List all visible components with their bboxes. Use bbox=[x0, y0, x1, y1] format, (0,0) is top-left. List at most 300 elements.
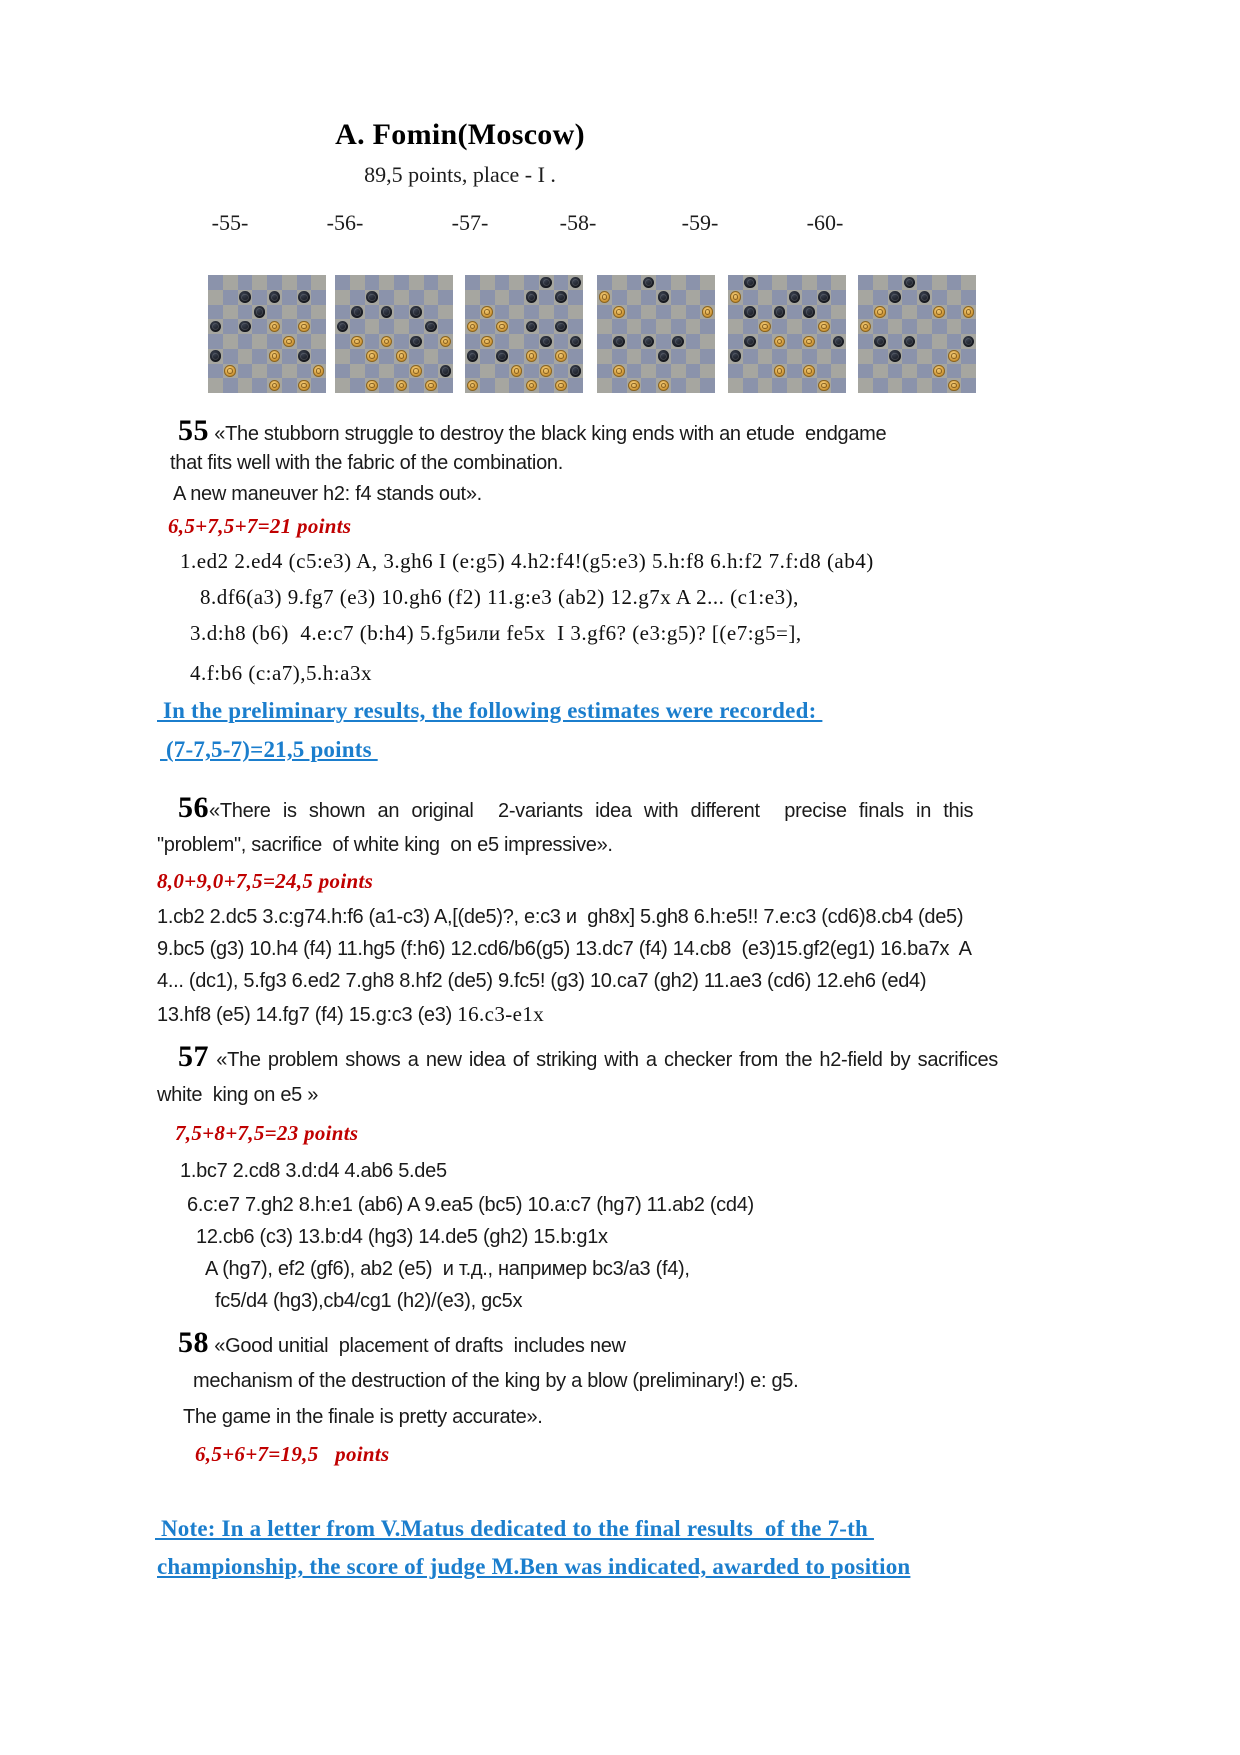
board-square bbox=[495, 305, 510, 320]
board-square bbox=[743, 364, 758, 379]
board-square bbox=[238, 378, 253, 393]
board-square bbox=[728, 378, 743, 393]
white-piece bbox=[599, 291, 611, 303]
black-piece bbox=[239, 321, 251, 333]
board-square bbox=[252, 378, 267, 393]
board-square bbox=[495, 275, 510, 290]
board-square bbox=[858, 364, 873, 379]
footer-note-line: championship, the score of judge M.Ben was indicated, awarded to position bbox=[157, 1554, 911, 1579]
board-square bbox=[365, 319, 380, 334]
board-square bbox=[612, 349, 627, 364]
board-square bbox=[641, 378, 656, 393]
board-square bbox=[297, 275, 312, 290]
board-square bbox=[365, 334, 380, 349]
board-square bbox=[758, 378, 773, 393]
white-piece bbox=[366, 380, 378, 392]
board-square bbox=[509, 334, 524, 349]
section-56-moves-line: 4... (dc1), 5.fg3 6.ed2 7.gh8 8.hf2 (de5) 9.fc5! (g3) 10.ca7 (gh2) 11.ae3 (cd6) 12.eh6 (ed4) bbox=[157, 970, 927, 992]
black-piece bbox=[789, 291, 801, 303]
board-square bbox=[772, 290, 787, 305]
board-square bbox=[267, 364, 282, 379]
page-title: A. Fomin(Moscow) bbox=[335, 118, 585, 151]
board-square bbox=[831, 275, 846, 290]
board-square bbox=[480, 349, 495, 364]
board-square bbox=[612, 275, 627, 290]
board-square bbox=[394, 275, 409, 290]
board-square bbox=[831, 349, 846, 364]
section-55-points: 6,5+7,5+7=21 points bbox=[168, 514, 352, 538]
board-square bbox=[335, 290, 350, 305]
board-square bbox=[365, 275, 380, 290]
section-55-moves-line: 3.d:h8 (b6) 4.e:c7 (b:h4) 5.fg5или fe5x I 3.gf6? (e3:g5)? [(e7:g5=], bbox=[190, 621, 802, 645]
board-square bbox=[961, 364, 976, 379]
board-square bbox=[568, 305, 583, 320]
board-square bbox=[831, 364, 846, 379]
board-square bbox=[627, 364, 642, 379]
board-square bbox=[932, 378, 947, 393]
white-piece bbox=[874, 306, 886, 318]
board-square bbox=[509, 290, 524, 305]
board-square bbox=[252, 364, 267, 379]
board-square bbox=[888, 319, 903, 334]
board-square bbox=[568, 319, 583, 334]
section-57-points: 7,5+8+7,5=23 points bbox=[175, 1121, 359, 1145]
checkers-board-55 bbox=[208, 275, 326, 393]
white-piece bbox=[613, 306, 625, 318]
board-square bbox=[802, 319, 817, 334]
board-square bbox=[787, 334, 802, 349]
checkers-board-59 bbox=[728, 275, 846, 393]
section-57-moves-line: 6.c:e7 7.gh2 8.h:e1 (ab6) A 9.ea5 (bc5) 10.a:c7 (hg7) 11.ab2 (cd4) bbox=[187, 1194, 754, 1216]
board-square bbox=[728, 334, 743, 349]
diagram-label-58: -58- bbox=[559, 210, 597, 235]
board-square bbox=[394, 319, 409, 334]
board-square bbox=[612, 378, 627, 393]
board-square bbox=[438, 275, 453, 290]
board-square bbox=[335, 275, 350, 290]
board-square bbox=[787, 349, 802, 364]
white-piece bbox=[933, 306, 945, 318]
board-square bbox=[524, 334, 539, 349]
board-square bbox=[394, 290, 409, 305]
board-square bbox=[817, 334, 832, 349]
board-square bbox=[480, 378, 495, 393]
black-piece bbox=[540, 277, 552, 289]
board-square bbox=[480, 319, 495, 334]
board-square bbox=[597, 364, 612, 379]
white-piece bbox=[269, 350, 281, 362]
board-square bbox=[787, 364, 802, 379]
board-square bbox=[223, 334, 238, 349]
board-square bbox=[917, 378, 932, 393]
black-piece bbox=[440, 365, 452, 377]
board-square bbox=[524, 364, 539, 379]
board-square bbox=[641, 319, 656, 334]
white-piece bbox=[351, 336, 363, 348]
board-square bbox=[480, 364, 495, 379]
board-square bbox=[758, 275, 773, 290]
board-square bbox=[409, 349, 424, 364]
board-square bbox=[350, 319, 365, 334]
board-square bbox=[480, 290, 495, 305]
board-square bbox=[743, 319, 758, 334]
board-square bbox=[509, 378, 524, 393]
board-square bbox=[539, 319, 554, 334]
board-square bbox=[686, 319, 701, 334]
board-square bbox=[656, 319, 671, 334]
board-square bbox=[223, 305, 238, 320]
board-square bbox=[335, 364, 350, 379]
white-piece bbox=[481, 336, 493, 348]
board-square bbox=[758, 364, 773, 379]
board-square bbox=[597, 275, 612, 290]
board-square bbox=[365, 305, 380, 320]
black-piece bbox=[570, 365, 582, 377]
section-58-comment-line: The game in the finale is pretty accurate». bbox=[183, 1406, 543, 1428]
board-square bbox=[612, 290, 627, 305]
board-square bbox=[465, 305, 480, 320]
board-square bbox=[728, 364, 743, 379]
section-58-comment: «Good unitial placement of drafts includes new bbox=[209, 1335, 626, 1357]
white-piece bbox=[298, 380, 310, 392]
section-56-comment-line: "problem", sacrifice of white king on e5 impressive». bbox=[157, 834, 613, 856]
board-square bbox=[641, 290, 656, 305]
board-square bbox=[758, 305, 773, 320]
black-piece bbox=[366, 291, 378, 303]
white-piece bbox=[933, 365, 945, 377]
section-57-moves-line: 1.bc7 2.cd8 3.d:d4 4.ab6 5.de5 bbox=[180, 1160, 447, 1182]
board-square bbox=[961, 290, 976, 305]
board-square bbox=[509, 319, 524, 334]
board-square bbox=[686, 275, 701, 290]
board-square bbox=[873, 364, 888, 379]
board-square bbox=[311, 378, 326, 393]
white-piece bbox=[555, 350, 567, 362]
section-55-moves-line: 4.f:b6 (c:a7),5.h:a3x bbox=[190, 661, 372, 685]
white-piece bbox=[774, 365, 786, 377]
board-square bbox=[686, 364, 701, 379]
board-square bbox=[311, 319, 326, 334]
board-square bbox=[252, 334, 267, 349]
diagram-label-60: -60- bbox=[806, 210, 844, 235]
black-piece bbox=[555, 321, 567, 333]
board-square bbox=[568, 290, 583, 305]
section-58-heading bbox=[178, 1326, 626, 1360]
board-square bbox=[597, 319, 612, 334]
black-piece bbox=[744, 336, 756, 348]
board-square bbox=[379, 364, 394, 379]
white-piece bbox=[481, 306, 493, 318]
board-square bbox=[409, 378, 424, 393]
board-square bbox=[509, 305, 524, 320]
board-square bbox=[728, 275, 743, 290]
section-55-comment: «The stubborn struggle to destroy the black king ends with an etude endgame bbox=[209, 423, 887, 445]
board-square bbox=[379, 319, 394, 334]
board-square bbox=[873, 349, 888, 364]
white-piece bbox=[511, 365, 523, 377]
white-piece bbox=[818, 321, 830, 333]
black-piece bbox=[803, 306, 815, 318]
black-piece bbox=[744, 306, 756, 318]
board-square bbox=[758, 290, 773, 305]
white-piece bbox=[298, 321, 310, 333]
board-square bbox=[772, 378, 787, 393]
board-square bbox=[700, 349, 715, 364]
board-square bbox=[743, 349, 758, 364]
white-piece bbox=[818, 380, 830, 392]
board-square bbox=[627, 349, 642, 364]
white-piece bbox=[526, 350, 538, 362]
board-square bbox=[267, 334, 282, 349]
board-square bbox=[465, 334, 480, 349]
board-square bbox=[311, 349, 326, 364]
section-57-number: 57 bbox=[178, 1040, 209, 1073]
board-square bbox=[208, 305, 223, 320]
section-56-moves-line: 1.cb2 2.dc5 3.c:g74.h:f6 (a1-c3) A,[(de5)?, e:c3 и gh8x] 5.gh8 6.h:e5!! 7.e:c3 (cd6)8.cb4 (de5) bbox=[157, 906, 964, 928]
section-55-comment-line: that fits well with the fabric of the combination. bbox=[170, 452, 563, 474]
board-square bbox=[858, 290, 873, 305]
board-square bbox=[700, 275, 715, 290]
board-square bbox=[208, 334, 223, 349]
white-piece bbox=[313, 365, 325, 377]
diagram-label-55: -55- bbox=[211, 210, 249, 235]
board-square bbox=[700, 290, 715, 305]
board-square bbox=[238, 364, 253, 379]
board-square bbox=[223, 319, 238, 334]
board-square bbox=[238, 349, 253, 364]
white-piece bbox=[366, 350, 378, 362]
section-55-comment-line: A new maneuver h2: f4 stands out». bbox=[173, 483, 482, 505]
board-square bbox=[947, 334, 962, 349]
white-piece bbox=[224, 365, 236, 377]
black-piece bbox=[410, 336, 422, 348]
board-square bbox=[802, 349, 817, 364]
board-square bbox=[917, 364, 932, 379]
board-square bbox=[831, 378, 846, 393]
black-piece bbox=[425, 321, 437, 333]
black-piece bbox=[672, 336, 684, 348]
black-piece bbox=[889, 291, 901, 303]
board-square bbox=[858, 334, 873, 349]
board-square bbox=[671, 378, 686, 393]
board-square bbox=[568, 378, 583, 393]
black-piece bbox=[818, 291, 830, 303]
black-piece bbox=[730, 350, 742, 362]
board-square bbox=[686, 334, 701, 349]
board-square bbox=[597, 349, 612, 364]
board-square bbox=[817, 275, 832, 290]
board-square bbox=[554, 305, 569, 320]
board-square bbox=[438, 290, 453, 305]
board-square bbox=[424, 364, 439, 379]
board-square bbox=[597, 378, 612, 393]
board-square bbox=[772, 349, 787, 364]
board-square bbox=[671, 275, 686, 290]
board-square bbox=[902, 319, 917, 334]
board-square bbox=[947, 364, 962, 379]
diagram-label-59: -59- bbox=[681, 210, 719, 235]
board-square bbox=[758, 334, 773, 349]
board-square bbox=[947, 290, 962, 305]
black-piece bbox=[496, 350, 508, 362]
section-55-number: 55 bbox=[178, 414, 209, 447]
board-square bbox=[554, 334, 569, 349]
board-square bbox=[311, 275, 326, 290]
board-square bbox=[424, 349, 439, 364]
board-square bbox=[858, 378, 873, 393]
board-square bbox=[873, 290, 888, 305]
black-piece bbox=[874, 336, 886, 348]
board-square bbox=[350, 378, 365, 393]
white-piece bbox=[613, 365, 625, 377]
board-square bbox=[873, 275, 888, 290]
board-square bbox=[509, 349, 524, 364]
section-58-points: 6,5+6+7=19,5 points bbox=[195, 1442, 390, 1466]
board-square bbox=[728, 319, 743, 334]
section-56-moves-line bbox=[157, 1002, 544, 1027]
board-square bbox=[350, 364, 365, 379]
board-square bbox=[223, 349, 238, 364]
board-square bbox=[656, 275, 671, 290]
board-square bbox=[932, 319, 947, 334]
board-square bbox=[495, 378, 510, 393]
white-piece bbox=[730, 291, 742, 303]
board-square bbox=[961, 349, 976, 364]
moves-text: 13.hf8 (e5) 14.fg7 (f4) 15.g:c3 (e3) bbox=[157, 1004, 458, 1026]
white-piece bbox=[496, 321, 508, 333]
board-square bbox=[671, 364, 686, 379]
board-square bbox=[208, 290, 223, 305]
black-piece bbox=[919, 291, 931, 303]
board-square bbox=[539, 305, 554, 320]
white-piece bbox=[963, 306, 975, 318]
black-piece bbox=[613, 336, 625, 348]
board-square bbox=[873, 378, 888, 393]
board-square bbox=[238, 334, 253, 349]
section-56-heading bbox=[178, 791, 973, 825]
board-square bbox=[656, 364, 671, 379]
board-square bbox=[917, 349, 932, 364]
document-header bbox=[160, 118, 760, 188]
board-square bbox=[961, 319, 976, 334]
board-square bbox=[335, 334, 350, 349]
diagram-label-56: -56- bbox=[326, 210, 364, 235]
board-square bbox=[641, 364, 656, 379]
board-square bbox=[802, 275, 817, 290]
board-square bbox=[394, 364, 409, 379]
board-square bbox=[947, 305, 962, 320]
board-square bbox=[817, 305, 832, 320]
board-square bbox=[656, 334, 671, 349]
section-56-points: 8,0+9,0+7,5=24,5 points bbox=[157, 869, 374, 893]
checkers-board-56 bbox=[335, 275, 453, 393]
white-piece bbox=[396, 350, 408, 362]
black-piece bbox=[239, 291, 251, 303]
board-square bbox=[700, 378, 715, 393]
board-square bbox=[350, 275, 365, 290]
board-square bbox=[409, 290, 424, 305]
checkers-board-57 bbox=[465, 275, 583, 393]
board-square bbox=[208, 378, 223, 393]
board-square bbox=[267, 305, 282, 320]
white-piece bbox=[425, 380, 437, 392]
board-square bbox=[424, 334, 439, 349]
black-piece bbox=[540, 336, 552, 348]
black-piece bbox=[526, 291, 538, 303]
board-square bbox=[252, 349, 267, 364]
white-piece bbox=[628, 380, 640, 392]
board-square bbox=[311, 305, 326, 320]
board-square bbox=[641, 305, 656, 320]
board-square bbox=[495, 290, 510, 305]
black-piece bbox=[210, 350, 222, 362]
board-square bbox=[252, 319, 267, 334]
board-square bbox=[700, 319, 715, 334]
board-square bbox=[888, 364, 903, 379]
board-square bbox=[438, 319, 453, 334]
board-square bbox=[858, 305, 873, 320]
board-square bbox=[686, 290, 701, 305]
board-square bbox=[208, 364, 223, 379]
board-square bbox=[888, 305, 903, 320]
board-square bbox=[817, 364, 832, 379]
board-square bbox=[627, 305, 642, 320]
board-square bbox=[365, 364, 380, 379]
white-piece bbox=[283, 336, 295, 348]
board-square bbox=[282, 275, 297, 290]
board-square bbox=[424, 305, 439, 320]
board-square bbox=[208, 275, 223, 290]
board-square bbox=[700, 334, 715, 349]
board-square bbox=[252, 275, 267, 290]
black-piece bbox=[658, 291, 670, 303]
section-57-moves-line: 12.cb6 (c3) 13.b:d4 (hg3) 14.de5 (gh2) 15.b:g1x bbox=[196, 1226, 608, 1248]
board-square bbox=[311, 334, 326, 349]
board-square bbox=[671, 305, 686, 320]
board-square bbox=[947, 319, 962, 334]
board-square bbox=[902, 349, 917, 364]
board-square bbox=[297, 334, 312, 349]
section-55-heading bbox=[178, 414, 886, 448]
board-square bbox=[858, 275, 873, 290]
board-square bbox=[787, 305, 802, 320]
board-square bbox=[902, 290, 917, 305]
board-square bbox=[831, 319, 846, 334]
board-square bbox=[873, 319, 888, 334]
board-square bbox=[379, 378, 394, 393]
board-square bbox=[539, 378, 554, 393]
board-square bbox=[438, 378, 453, 393]
board-square bbox=[297, 364, 312, 379]
black-piece bbox=[351, 306, 363, 318]
board-square bbox=[379, 349, 394, 364]
board-square bbox=[539, 290, 554, 305]
board-square bbox=[817, 349, 832, 364]
section-58-number: 58 bbox=[178, 1326, 209, 1359]
preliminary-note-line: (7-7,5-7)=21,5 points bbox=[160, 737, 378, 762]
board-square bbox=[627, 290, 642, 305]
board-square bbox=[831, 290, 846, 305]
board-square bbox=[961, 275, 976, 290]
black-piece bbox=[254, 306, 266, 318]
white-piece bbox=[948, 350, 960, 362]
board-square bbox=[495, 334, 510, 349]
board-square bbox=[524, 305, 539, 320]
white-piece bbox=[702, 306, 714, 318]
board-square bbox=[902, 364, 917, 379]
black-piece bbox=[889, 350, 901, 362]
preliminary-note-line: In the preliminary results, the following estimates were recorded: bbox=[157, 698, 823, 723]
